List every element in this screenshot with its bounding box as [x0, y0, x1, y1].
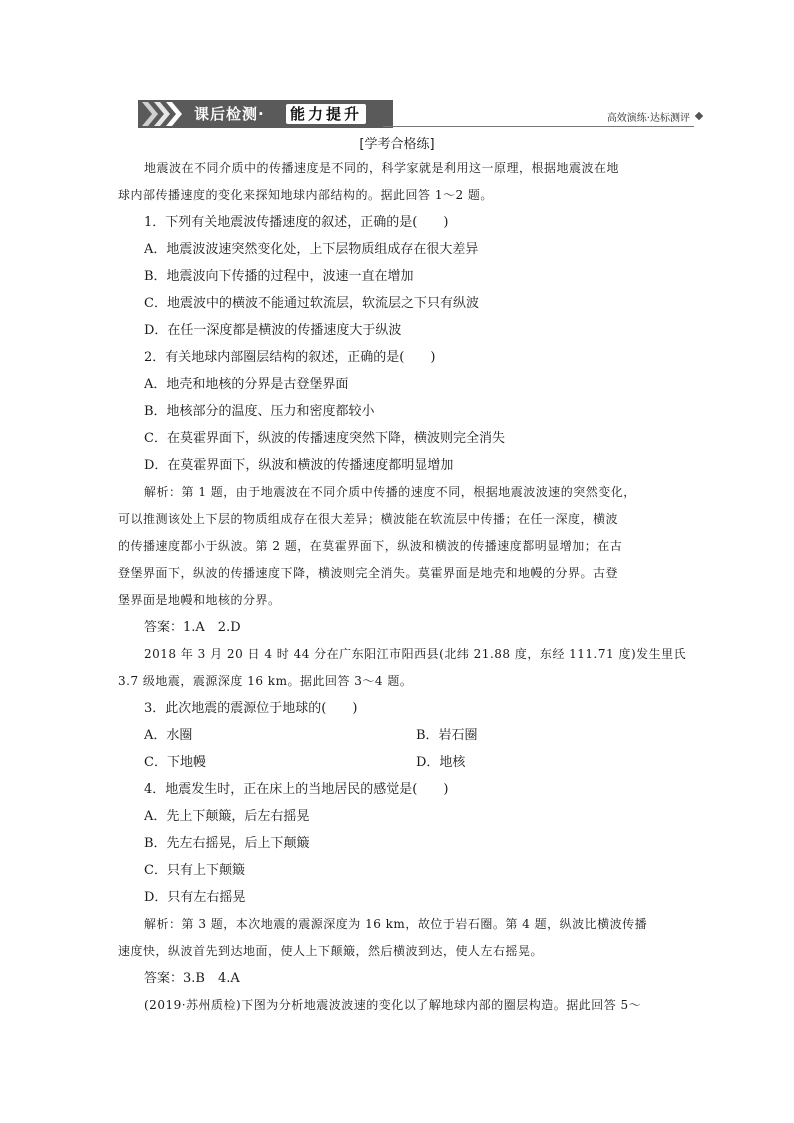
question-3-option-d: D．地核	[416, 755, 466, 770]
question-4-option-c: C．只有上下颠簸	[144, 863, 245, 878]
intro-line: 球内部传播速度的变化来探知地球内部结构的。据此回答 1～2 题。	[118, 188, 493, 202]
question-1-stem: 1．下列有关地震波传播速度的叙述，正确的是( )	[144, 215, 449, 230]
question-2-option-c: C．在莫霍界面下，纵波的传播速度突然下降，横波则完全消失	[144, 431, 505, 446]
page-header	[138, 100, 704, 128]
analysis-line: 速度快，纵波首先到达地面，使人上下颠簸，然后横波到达，使人左右摇晃。	[118, 944, 544, 958]
intro-line: 地震波在不同介质中的传播速度是不同的，科学家就是利用这一原理，根据地震波在地	[144, 161, 620, 175]
question-4-option-d: D．只有左右摇晃	[144, 890, 246, 905]
analysis-line: 解析：第 3 题，本次地震的震源深度为 16 km，故位于岩石圈。第 4 题，纵波比横波传播	[144, 917, 648, 931]
question-1-option-a: A．地震波波速突然变化处，上下层物质组成存在很大差异	[144, 242, 479, 257]
banner-highlight: 能力提升	[286, 104, 366, 124]
analysis-line: 堡界面是地幔和地核的分界。	[118, 593, 281, 607]
question-3-stem: 3．此次地震的震源位于地球的( )	[144, 701, 358, 716]
question-2-option-a: A．地壳和地核的分界是古登堡界面	[144, 377, 349, 392]
question-2-stem: 2．有关地球内部圈层结构的叙述，正确的是( )	[144, 350, 436, 365]
analysis-line: 的传播速度都小于纵波。第 2 题，在莫霍界面下，纵波和横波的传播速度都明显增加；在古	[118, 539, 623, 553]
answer-line: 答案：1.A 2.D	[144, 620, 241, 635]
analysis-line: 可以推测该处上下层的物质组成存在很大差异；横波能在软流层中传播；在任一深度，横波	[118, 512, 619, 526]
intro-line: 2018 年 3 月 20 日 4 时 44 分在广东阳江市阳西县(北纬 21.88 度，东经 111.71 度)发生里氏	[144, 647, 687, 661]
question-1-option-c: C．地震波中的横波不能通过软流层，软流层之下只有纵波	[144, 296, 479, 311]
answer-line: 答案：3.B 4.A	[144, 971, 240, 986]
section-title: [学考合格练]	[359, 137, 435, 152]
diamond-icon	[695, 112, 703, 120]
question-3-option-a: A．水圈	[144, 728, 193, 743]
intro-line: (2019·苏州质检)下图为分析地震波波速的变化以了解地球内部的圈层构造。据此回答 5～	[144, 998, 642, 1012]
question-3-options-row	[118, 722, 688, 749]
header-subtitle: 高效演练·达标测评	[606, 113, 690, 124]
banner-title: 课后检测·	[194, 105, 265, 123]
question-1-option-d: D．在任一深度都是横波的传播速度大于纵波	[144, 323, 402, 338]
question-2-option-d: D．在莫霍界面下，纵波和横波的传播速度都明显增加	[144, 458, 454, 473]
intro-line: 3.7 级地震，震源深度 16 km。据此回答 3～4 题。	[118, 674, 413, 688]
question-1-option-b: B．地震波向下传播的过程中，波速一直在增加	[144, 269, 414, 284]
question-3-option-b: B．岩石圈	[416, 728, 478, 743]
question-3-option-c: C．下地幔	[144, 755, 206, 770]
question-2-option-b: B．地核部分的温度、压力和密度都较小	[144, 404, 375, 419]
question-4-option-b: B．先左右摇晃，后上下颠簸	[144, 836, 310, 851]
document-body	[118, 155, 688, 1019]
analysis-line: 登堡界面下，纵波的传播速度下降，横波则完全消失。莫霍界面是地壳和地幔的分界。古登	[118, 566, 619, 580]
header-rule	[383, 126, 694, 127]
analysis-line: 解析：第 1 题，由于地震波在不同介质中传播的速度不同，根据地震波波速的突然变化，	[144, 485, 636, 499]
question-4-option-a: A．先上下颠簸，后左右摇晃	[144, 809, 310, 824]
question-3-options-row	[118, 749, 688, 776]
question-4-stem: 4．地震发生时，正在床上的当地居民的感觉是( )	[144, 782, 449, 797]
